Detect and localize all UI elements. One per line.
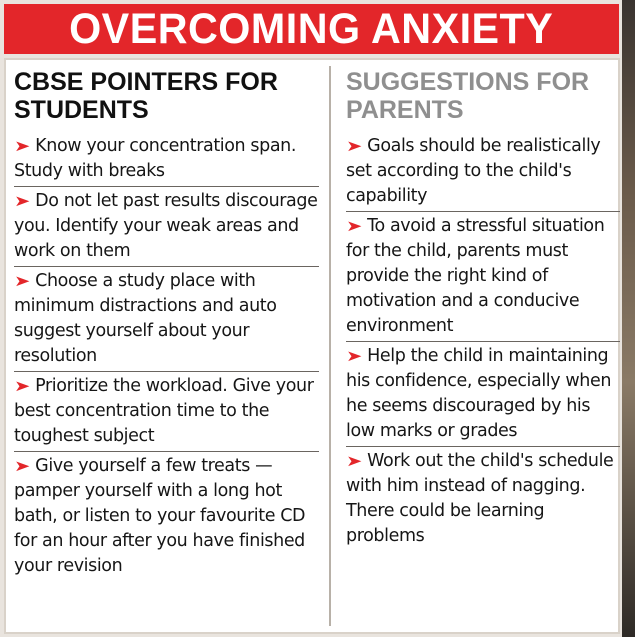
arrow-bullet-icon: ➤: [14, 377, 30, 395]
list-item: [346, 132, 620, 212]
parents-heading: [346, 68, 620, 124]
title: OVERCOMING ANXIETY: [69, 4, 554, 53]
list-item: [346, 342, 620, 447]
item-text: Help the child in maintaining his confidence, especially when he seems discouraged by his low marks or grades: [346, 346, 612, 441]
parents-list: [346, 132, 620, 551]
item-text: Prioritize the workload. Give your best concentration time to the toughest subject: [14, 376, 314, 446]
parents-heading-line2: PARENTS: [346, 96, 464, 124]
item-text: Work out the child's schedule with him instead of nagging. There could be learning problems: [346, 451, 614, 546]
arrow-bullet-icon: ➤: [14, 192, 30, 210]
arrow-bullet-icon: ➤: [346, 347, 362, 365]
parents-column: [346, 60, 620, 551]
parents-heading-line1: SUGGESTIONS FOR: [346, 68, 590, 96]
photo-edge: [622, 0, 635, 637]
item-text: Choose a study place with minimum distractions and auto suggest yourself about your resolution: [14, 271, 277, 366]
arrow-bullet-icon: ➤: [346, 452, 362, 470]
item-text: To avoid a stressful situation for the child, parents must provide the right kind of motivation and a conducive environment: [346, 216, 605, 336]
students-list: [14, 132, 319, 581]
item-text: Know your concentration span. Study with breaks: [14, 136, 297, 181]
item-text: Give yourself a few treats — pamper yourself with a long hot bath, or listen to your favourite CD for an hour after you have finished your revision: [14, 456, 306, 576]
list-item: [346, 447, 620, 551]
item-text: Goals should be realistically set according to the child's capability: [346, 136, 601, 206]
column-divider: [329, 66, 331, 626]
arrow-bullet-icon: ➤: [14, 272, 30, 290]
title-banner: [4, 4, 619, 54]
students-heading-line2: STUDENTS: [14, 96, 149, 124]
list-item: [14, 187, 319, 267]
students-heading-line1: CBSE POINTERS FOR: [14, 68, 278, 96]
arrow-bullet-icon: ➤: [14, 457, 30, 475]
item-text: Do not let past results discourage you. Identify your weak areas and work on them: [14, 191, 318, 261]
list-item: [346, 212, 620, 342]
students-column: [14, 60, 319, 581]
arrow-bullet-icon: ➤: [346, 217, 362, 235]
content-panel: [4, 58, 620, 634]
arrow-bullet-icon: ➤: [346, 137, 362, 155]
arrow-bullet-icon: ➤: [14, 137, 30, 155]
list-item: [14, 372, 319, 452]
list-item: [14, 452, 319, 581]
list-item: [14, 267, 319, 372]
students-heading: [14, 68, 319, 124]
list-item: [14, 132, 319, 187]
